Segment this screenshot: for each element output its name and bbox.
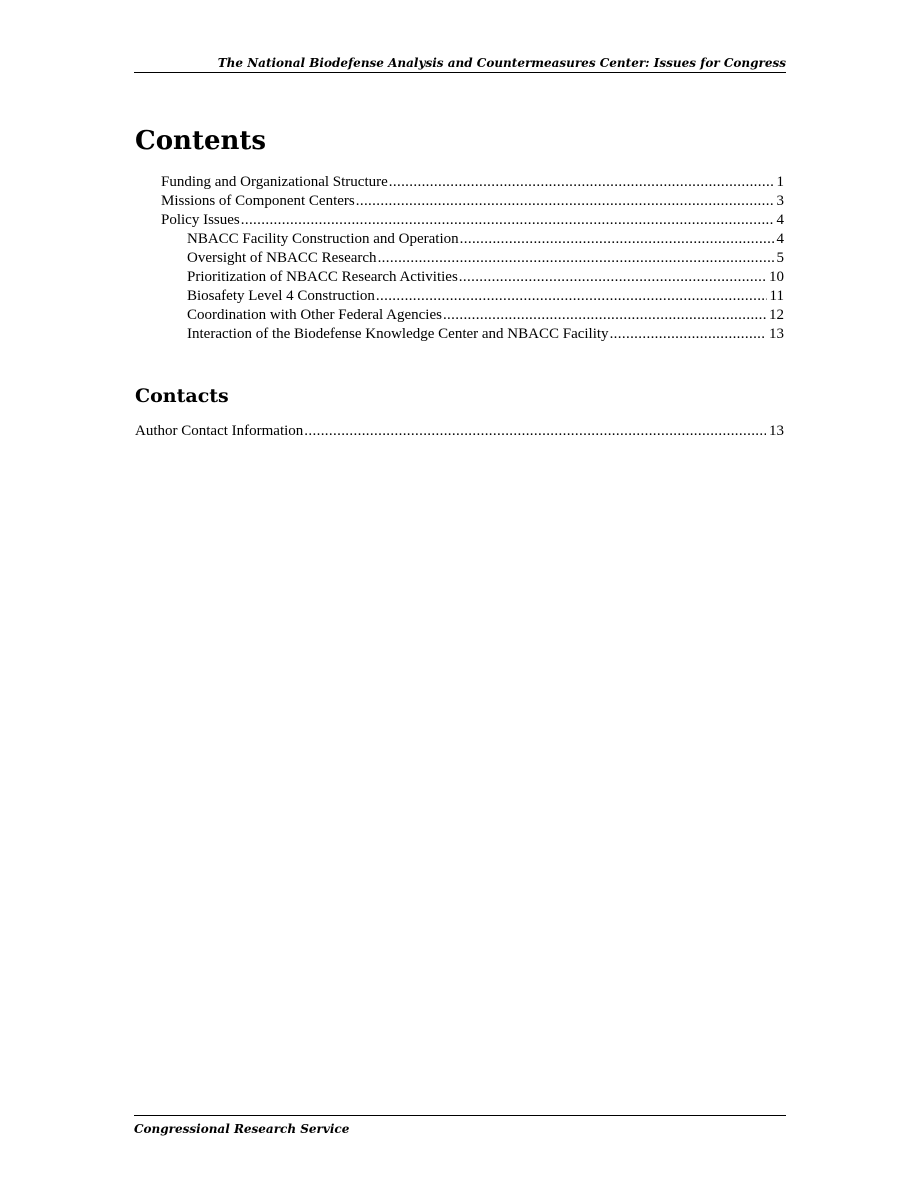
dot-leader xyxy=(459,268,766,287)
running-header: The National Biodefense Analysis and Countermeasures Center: Issues for Congress xyxy=(134,55,786,73)
toc-entry[interactable] xyxy=(161,192,784,211)
toc-entry[interactable] xyxy=(161,173,784,192)
toc-entry-page: 10 xyxy=(769,269,784,285)
toc-entry-label: Coordination with Other Federal Agencies xyxy=(187,307,442,323)
dot-leader xyxy=(610,325,766,344)
dot-leader xyxy=(304,422,766,441)
toc-entry[interactable] xyxy=(161,211,784,230)
contacts-entry[interactable] xyxy=(135,422,784,441)
toc-entry-label: Funding and Organizational Structure xyxy=(161,174,388,190)
toc-entry-label: Policy Issues xyxy=(161,212,240,228)
toc-entry-page: 3 xyxy=(776,193,784,209)
toc-entry[interactable] xyxy=(187,287,784,306)
toc-entry-label: NBACC Facility Construction and Operation xyxy=(187,231,459,247)
toc-entry[interactable] xyxy=(187,249,784,268)
toc-entry-label: Interaction of the Biodefense Knowledge Center and NBACC Facility xyxy=(187,326,609,342)
dot-leader xyxy=(376,287,767,306)
dot-leader xyxy=(389,173,774,192)
toc-entry-page: 12 xyxy=(769,307,784,323)
toc-entry-page: 1 xyxy=(776,174,784,190)
toc-entry-label: Oversight of NBACC Research xyxy=(187,250,377,266)
dot-leader xyxy=(443,306,766,325)
dot-leader xyxy=(356,192,774,211)
toc-entry[interactable] xyxy=(187,325,784,344)
dot-leader xyxy=(378,249,774,268)
contacts-heading: Contacts xyxy=(135,385,229,407)
dot-leader xyxy=(241,211,774,230)
toc-entry-label: Prioritization of NBACC Research Activities xyxy=(187,269,458,285)
dot-leader xyxy=(460,230,774,249)
toc-entry[interactable] xyxy=(187,306,784,325)
toc-entry-page: 13 xyxy=(769,326,784,342)
toc-entry-label: Missions of Component Centers xyxy=(161,193,355,209)
toc-entry-page: 4 xyxy=(776,231,784,247)
contacts-entry-page: 13 xyxy=(769,423,784,439)
contacts-entry-label: Author Contact Information xyxy=(135,423,304,439)
toc-entry[interactable] xyxy=(187,230,784,249)
toc-entry-label: Biosafety Level 4 Construction xyxy=(187,288,375,304)
toc-entry-page: 4 xyxy=(776,212,784,228)
contents-heading: Contents xyxy=(135,126,267,156)
toc-entry-page: 5 xyxy=(776,250,784,266)
running-footer: Congressional Research Service xyxy=(134,1115,786,1137)
toc-entry-page: 11 xyxy=(769,288,784,304)
toc-entry[interactable] xyxy=(187,268,784,287)
